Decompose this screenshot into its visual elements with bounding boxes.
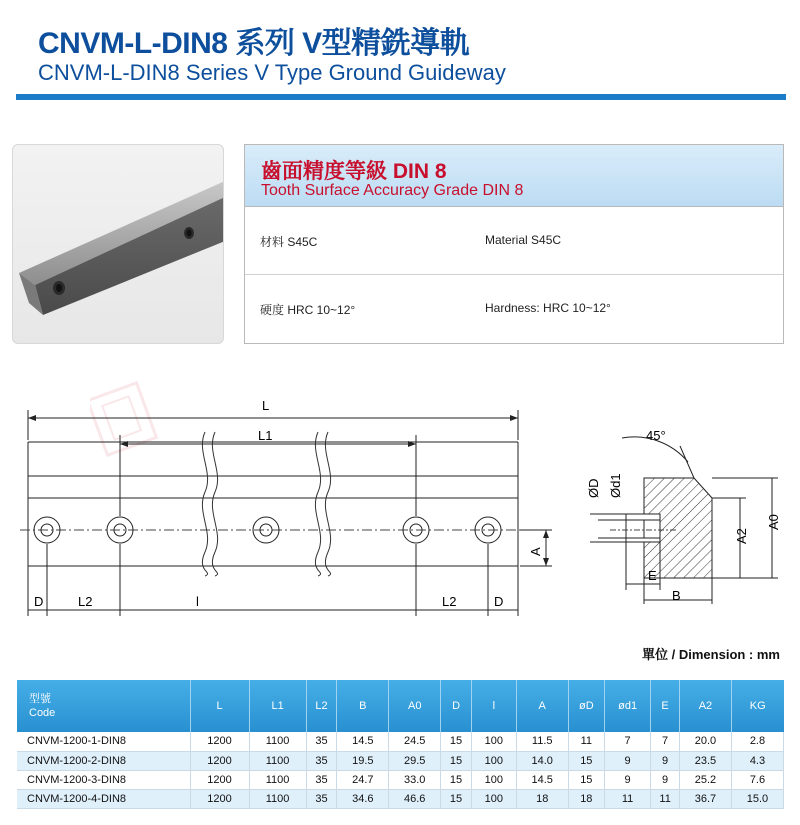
cell: 14.5 (337, 732, 389, 751)
cell: 7.6 (731, 770, 783, 789)
cell: 35 (306, 732, 337, 751)
cell: 15 (568, 751, 604, 770)
cell: 1200 (190, 732, 249, 751)
table-row (17, 770, 784, 789)
row-code: CNVM-1200-2-DIN8 (17, 751, 190, 770)
cell: 100 (471, 770, 516, 789)
cell: 14.5 (516, 770, 568, 789)
dim-label-angle: 45° (646, 428, 666, 443)
cell: 11 (568, 732, 604, 751)
cell: 34.6 (337, 789, 389, 808)
cell: 24.7 (337, 770, 389, 789)
table-header-KG: KG (731, 680, 783, 732)
cell: 1100 (249, 732, 306, 751)
cell: 1200 (190, 770, 249, 789)
cell: 9 (651, 770, 680, 789)
table-header-E: E (651, 680, 680, 732)
spec-table (17, 680, 784, 809)
cell: 25.2 (679, 770, 731, 789)
code-header-en: Code (29, 707, 56, 719)
page-title: CNVM-L-DIN8 系列 V型精銑導軌 (38, 27, 470, 60)
cell: 35 (306, 789, 337, 808)
dim-label-l: l (196, 594, 199, 609)
cell: 11.5 (516, 732, 568, 751)
dim-label-A2: A2 (734, 528, 749, 544)
accuracy-grade-title-en: Tooth Surface Accuracy Grade DIN 8 (261, 182, 524, 199)
cell: 35 (306, 751, 337, 770)
cell: 9 (651, 751, 680, 770)
hardness-en: Hardness: HRC 10~12° (485, 301, 611, 315)
table-header-L2: L2 (306, 680, 337, 732)
material-en: Material S45C (485, 233, 562, 247)
table-header-phid1: ød1 (604, 680, 650, 732)
accuracy-grade-title-cn: 齒面精度等級 DIN 8 (261, 160, 447, 183)
cell: 35 (306, 770, 337, 789)
cell: 15 (441, 770, 472, 789)
page-subtitle: CNVM-L-DIN8 Series V Type Ground Guideway (38, 60, 506, 85)
table-row (17, 732, 784, 751)
dim-label-L2-right: L2 (442, 594, 457, 609)
cell: 1100 (249, 789, 306, 808)
table-header-code (17, 680, 190, 732)
dim-label-D-right: D (494, 594, 504, 609)
cell: 1100 (249, 770, 306, 789)
rail-dimension-diagram (0, 380, 800, 645)
cell: 20.0 (679, 732, 731, 751)
dim-label-E: E (648, 568, 657, 583)
cell: 4.3 (731, 751, 783, 770)
spec-row-material (245, 207, 783, 275)
cell: 18 (516, 789, 568, 808)
guide-rail-image (13, 145, 224, 344)
cell: 36.7 (679, 789, 731, 808)
table-header-L1: L1 (249, 680, 306, 732)
dim-label-L: L (262, 398, 270, 413)
product-photo (12, 144, 224, 344)
cell: 7 (651, 732, 680, 751)
table-row (17, 751, 784, 770)
table-header-A: A (516, 680, 568, 732)
dim-label-L1: L1 (258, 428, 273, 443)
table-header-A2: A2 (679, 680, 731, 732)
cell: 18 (568, 789, 604, 808)
table-row (17, 789, 784, 808)
header-divider (16, 94, 786, 100)
cell: 2.8 (731, 732, 783, 751)
cell: 7 (604, 732, 650, 751)
cell: 33.0 (389, 770, 441, 789)
cell: 15 (568, 770, 604, 789)
cell: 15 (441, 751, 472, 770)
row-code: CNVM-1200-3-DIN8 (17, 770, 190, 789)
cell: 1100 (249, 751, 306, 770)
cell: 24.5 (389, 732, 441, 751)
cell: 46.6 (389, 789, 441, 808)
table-header-L: L (190, 680, 249, 732)
cell: 15 (441, 732, 472, 751)
table-header-row (17, 680, 784, 732)
dimension-drawing (0, 380, 800, 645)
table-header-D: D (441, 680, 472, 732)
cell: 1200 (190, 751, 249, 770)
row-code: CNVM-1200-1-DIN8 (17, 732, 190, 751)
cell: 9 (604, 770, 650, 789)
cell: 29.5 (389, 751, 441, 770)
material-cn: 材料 S45C (260, 235, 318, 249)
dim-label-L2-left: L2 (78, 594, 93, 609)
cell: 14.0 (516, 751, 568, 770)
cell: 11 (651, 789, 680, 808)
cell: 11 (604, 789, 650, 808)
table-header-B: B (337, 680, 389, 732)
dim-label-D-left: D (34, 594, 44, 609)
cell: 100 (471, 789, 516, 808)
cell: 23.5 (679, 751, 731, 770)
cell: 19.5 (337, 751, 389, 770)
cell: 1200 (190, 789, 249, 808)
row-code: CNVM-1200-4-DIN8 (17, 789, 190, 808)
hardness-cn: 硬度 HRC 10~12° (260, 303, 356, 317)
table-header-phiD: øD (568, 680, 604, 732)
unit-label: 單位 / Dimension : mm (642, 647, 780, 662)
cell: 15 (441, 789, 472, 808)
cell: 9 (604, 751, 650, 770)
table-header-l: l (471, 680, 516, 732)
spec-header (245, 145, 783, 207)
cell: 15.0 (731, 789, 783, 808)
dim-label-A0: A0 (766, 514, 781, 530)
code-header-cn: 型號 (29, 693, 51, 705)
cell: 100 (471, 732, 516, 751)
dim-label-A: A (528, 547, 543, 556)
dim-label-B: B (672, 588, 681, 603)
spec-row-hardness (245, 275, 783, 343)
table-header-A0: A0 (389, 680, 441, 732)
cell: 100 (471, 751, 516, 770)
dim-label-phid1: Ød1 (608, 473, 623, 498)
dim-label-phiD: ØD (586, 478, 601, 498)
spec-panel (244, 144, 784, 344)
